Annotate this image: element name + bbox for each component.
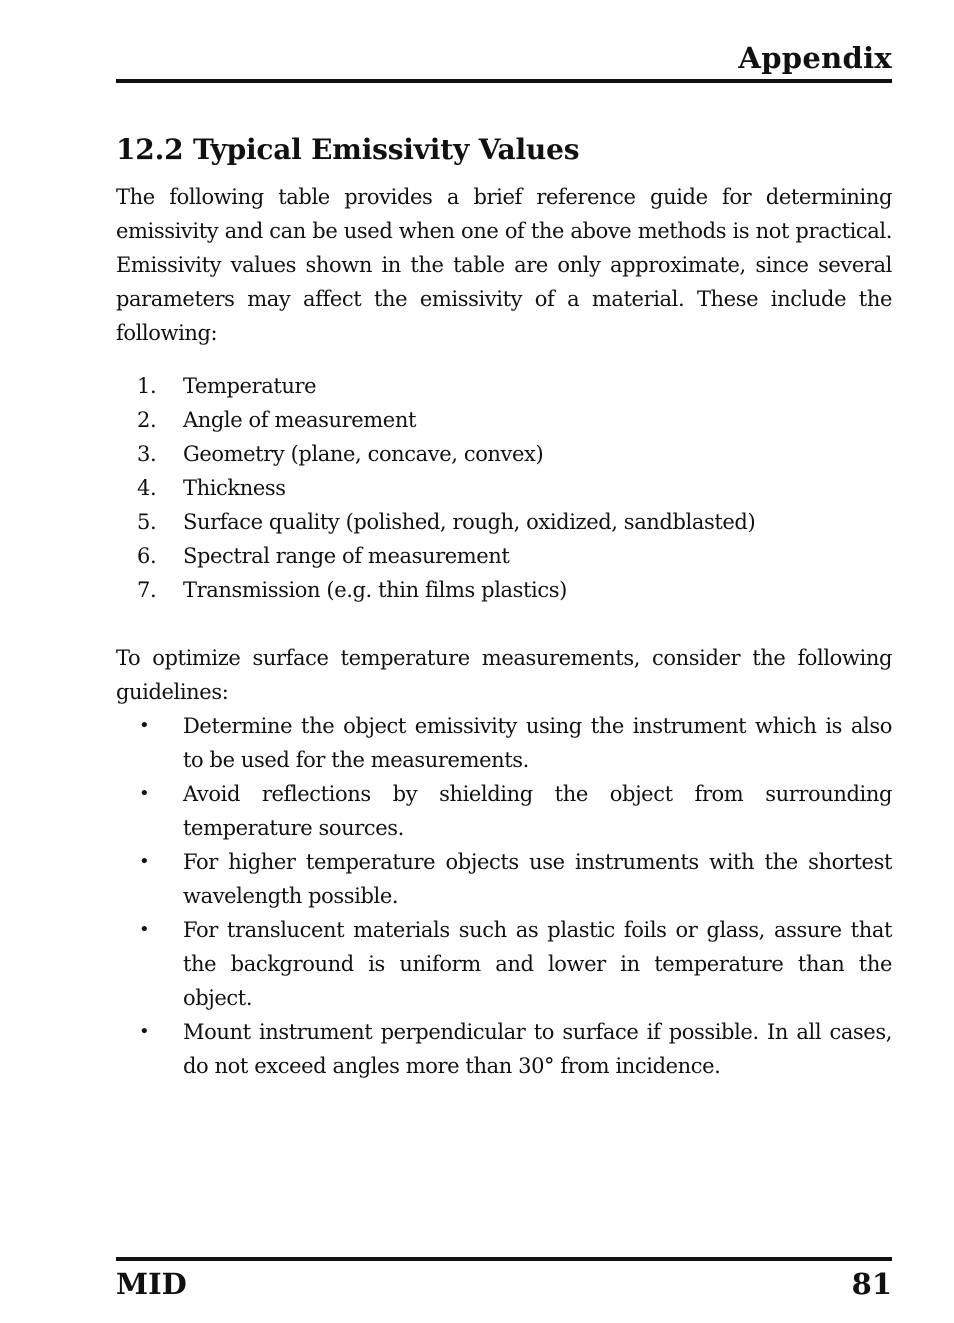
list-item <box>116 539 892 573</box>
document-page <box>116 0 892 1323</box>
page-number: 81 <box>851 1267 892 1301</box>
list-item-text: Determine the object emissivity using the instrument which is also to be used for the measurements. <box>183 714 892 772</box>
list-item-text: Temperature <box>183 374 317 398</box>
list-item-text: For translucent materials such as plastic foils or glass, assure that the background is uniform and lower in temperature than the object. <box>183 918 892 1010</box>
list-item-text: Spectral range of measurement <box>183 544 510 568</box>
list-item-text: Angle of measurement <box>183 408 416 432</box>
list-item <box>116 437 892 471</box>
list-item <box>116 369 892 403</box>
list-item-number: 2. <box>137 408 157 432</box>
list-item-number: 1. <box>137 374 157 398</box>
bullet-icon: • <box>139 1021 150 1042</box>
parameter-list <box>116 369 892 607</box>
list-item-number: 4. <box>137 476 157 500</box>
list-item <box>116 505 892 539</box>
list-item-number: 7. <box>137 578 157 602</box>
guidelines-list <box>116 709 892 1083</box>
bullet-icon: • <box>139 715 150 736</box>
list-item-text: Transmission (e.g. thin films plastics) <box>183 578 567 602</box>
footer-rule <box>116 1257 892 1261</box>
intro-paragraph: The following table provides a brief reference guide for determining emissivity and can be used when one of the above methods is not practical. Emissivity values shown in the table are only approximate, since several parameters may affect the emissivity of a material. These include the following: <box>116 185 892 345</box>
list-item-text: Mount instrument perpendicular to surface if possible. In all cases, do not exceed angles more than 30° from incidence. <box>183 1020 892 1078</box>
list-item <box>116 471 892 505</box>
running-header-title: Appendix <box>738 41 892 75</box>
list-item <box>116 1015 892 1083</box>
bullet-icon: • <box>139 851 150 872</box>
section-heading: 12.2 Typical Emissivity Values <box>116 133 580 166</box>
list-item <box>116 403 892 437</box>
bullet-icon: • <box>139 783 150 804</box>
header-rule <box>116 79 892 83</box>
list-item-number: 5. <box>137 510 157 534</box>
guidelines-intro-paragraph: To optimize surface temperature measurements, consider the following guidelines: <box>116 646 892 704</box>
list-item-text: For higher temperature objects use instruments with the shortest wavelength possible. <box>183 850 892 908</box>
list-item-text: Avoid reflections by shielding the object from surrounding temperature sources. <box>183 782 892 840</box>
list-item <box>116 913 892 1015</box>
list-item <box>116 845 892 913</box>
list-item <box>116 573 892 607</box>
list-item-text: Geometry (plane, concave, convex) <box>183 442 544 466</box>
list-item-number: 3. <box>137 442 157 466</box>
footer-product-name: MID <box>116 1267 187 1301</box>
list-item <box>116 777 892 845</box>
list-item <box>116 709 892 777</box>
bullet-icon: • <box>139 919 150 940</box>
list-item-number: 6. <box>137 544 157 568</box>
list-item-text: Surface quality (polished, rough, oxidized, sandblasted) <box>183 510 756 534</box>
list-item-text: Thickness <box>183 476 286 500</box>
